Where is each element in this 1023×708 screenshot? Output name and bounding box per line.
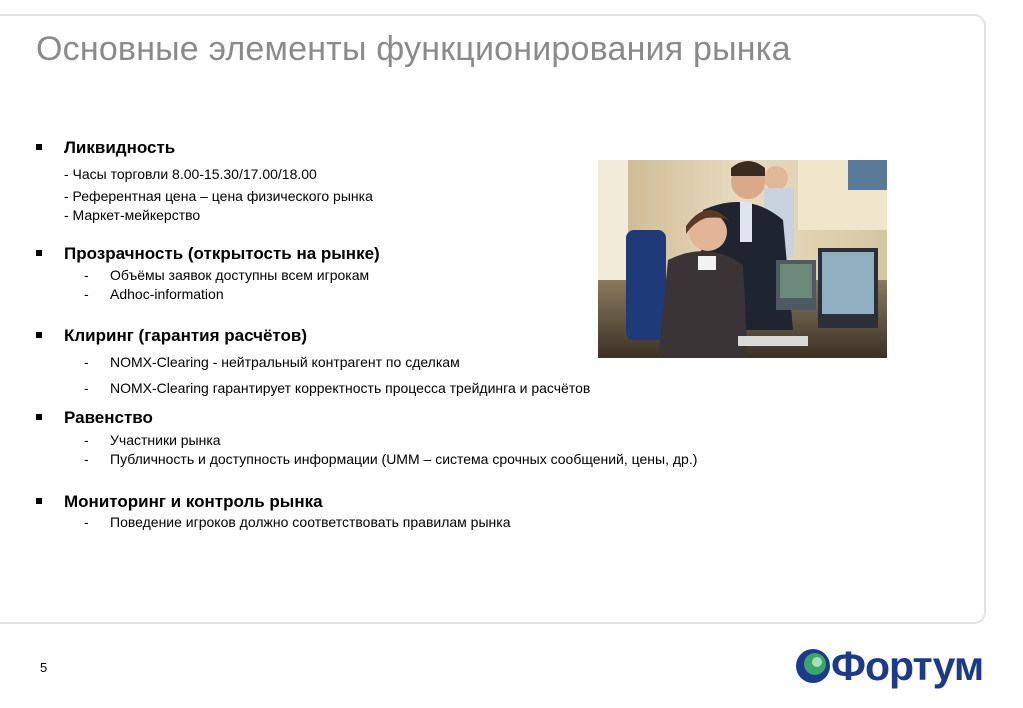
office-trading-photo (598, 160, 887, 358)
list-item: - Референтная цена – цена физического рынка (64, 188, 373, 204)
dash-marker: - (84, 514, 89, 530)
bullet-square-icon (36, 144, 42, 150)
list-item-text: Объёмы заявок доступны всем игрокам (110, 267, 370, 283)
bullet-square-icon (36, 332, 42, 338)
fortum-logo (795, 642, 995, 692)
bullet-square-icon (36, 498, 42, 504)
list-item-text: NOMX-Clearing - нейтральный контрагент по сделкам (110, 354, 460, 370)
dash-marker: - (84, 354, 89, 370)
bullet-square-icon (36, 414, 42, 420)
list-item-text: Участники рынка (110, 432, 221, 448)
fortum-logo-icon (795, 644, 831, 688)
bullet-heading: Прозрачность (открытость на рынке) (64, 244, 380, 263)
page-number: 5 (40, 660, 48, 675)
dash-marker: - (84, 286, 89, 302)
bullet-heading: Мониторинг и контроль рынка (64, 492, 323, 511)
dash-marker: - (84, 267, 89, 283)
list-item: - Часы торговли 8.00-15.30/17.00/18.00 (64, 166, 317, 182)
bullet-heading: Ликвидность (64, 138, 176, 157)
list-item: - Маркет-мейкерство (64, 207, 201, 223)
dash-marker: - (84, 380, 89, 396)
list-item-text: NOMX-Clearing гарантирует корректность процесса трейдинга и расчётов (110, 380, 591, 396)
list-item-text: Публичность и доступность информации (UMM – система срочных сообщений, цены, др.) (110, 451, 698, 467)
list-item-text: Adhoc-information (110, 286, 224, 302)
bullet-heading: Клиринг (гарантия расчётов) (64, 326, 308, 345)
list-item-text: Поведение игроков должно соответствовать правилам рынка (110, 514, 511, 530)
bullet-heading: Равенство (64, 408, 153, 427)
bullet-square-icon (36, 250, 42, 256)
logo-text: Фортум (831, 643, 984, 689)
slide-title: Основные элементы функционирования рынка (36, 30, 791, 68)
dash-marker: - (84, 432, 89, 448)
dash-marker: - (84, 451, 89, 467)
